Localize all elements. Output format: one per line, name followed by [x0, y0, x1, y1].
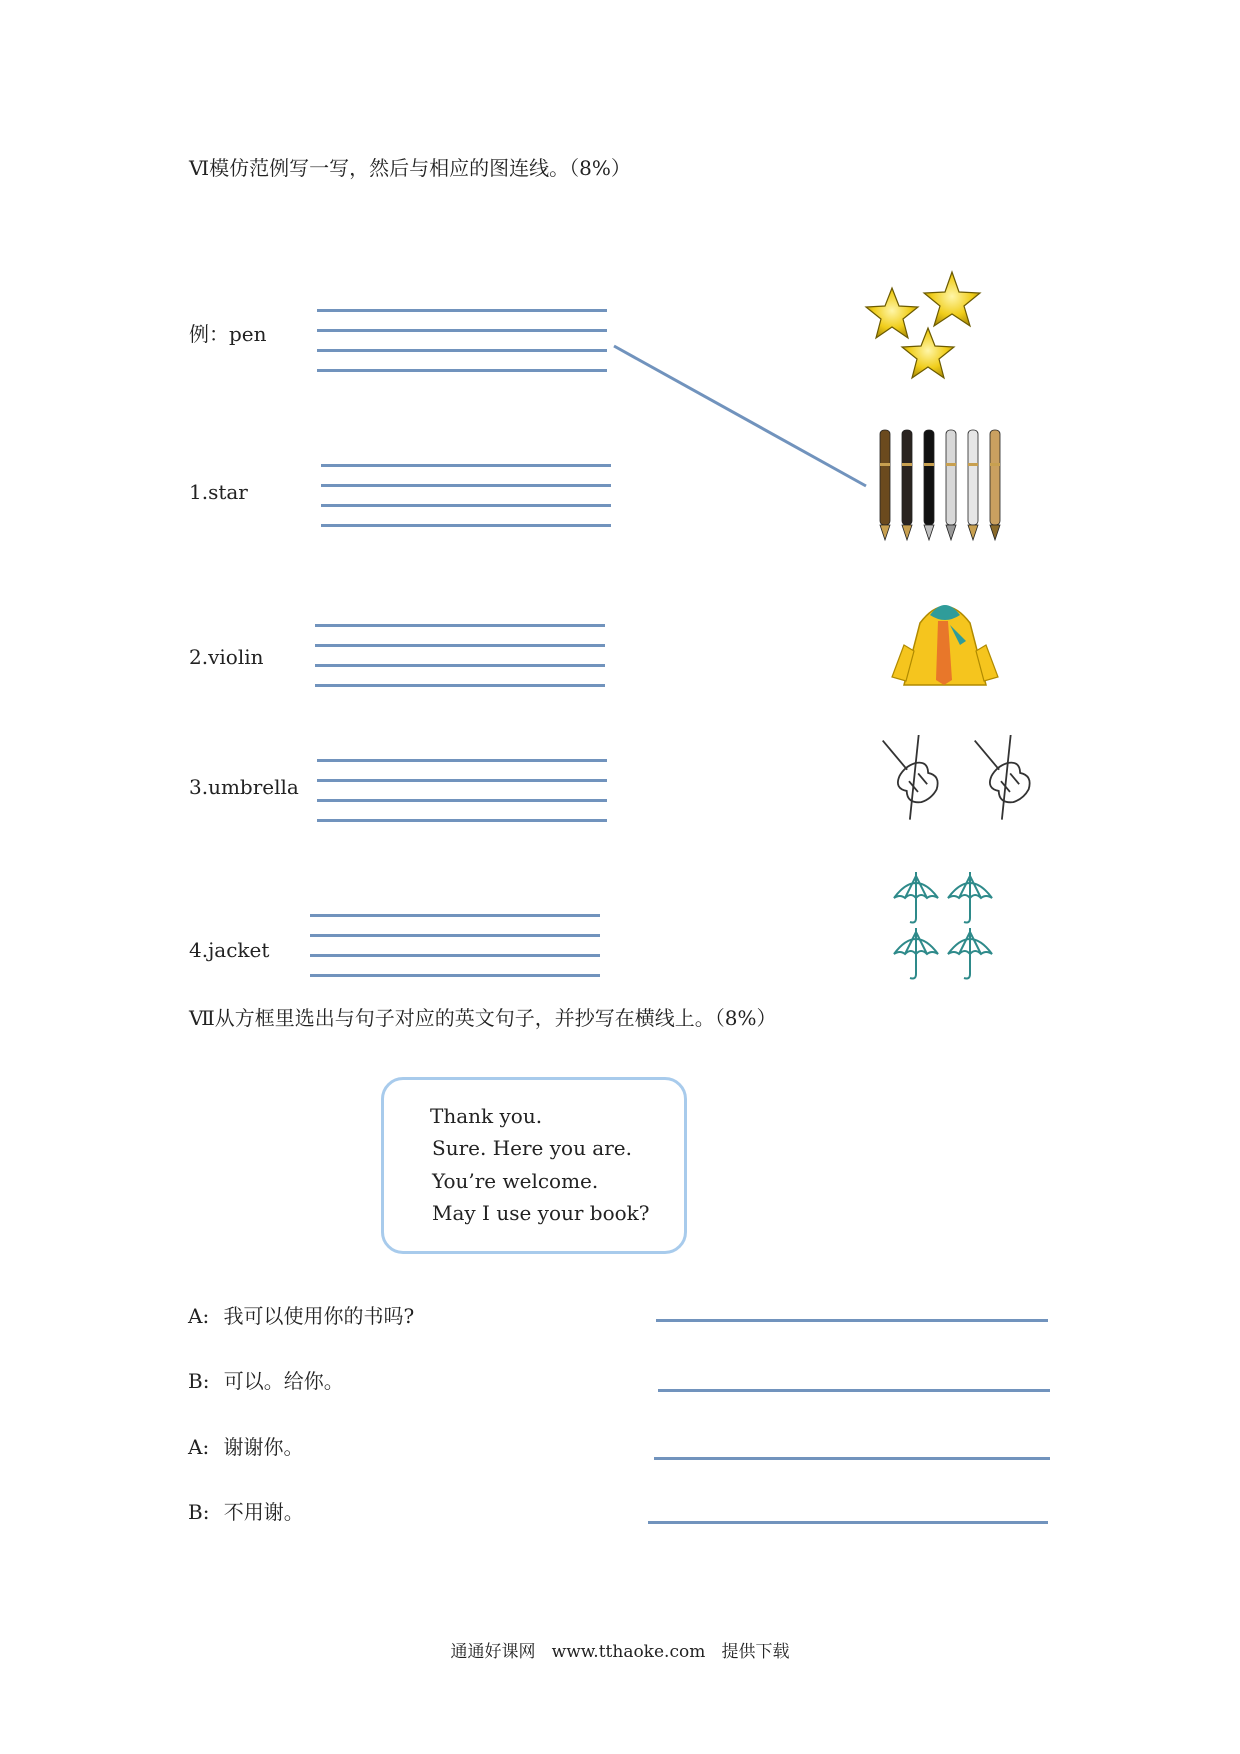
- word-box-item: Thank you.: [430, 1104, 543, 1128]
- item-4-writing-lines[interactable]: [310, 914, 600, 986]
- speaker-label: B:: [188, 1369, 210, 1393]
- speaker-label: A:: [188, 1435, 210, 1459]
- item-3-label: 3.umbrella: [189, 775, 299, 799]
- item-2-writing-lines[interactable]: [315, 624, 605, 696]
- footer-credit: 通通好课网 www.tthaoke.com 提供下载: [450, 1642, 790, 1662]
- jacket-icon[interactable]: [890, 585, 1000, 695]
- dialogue-text: 谢谢你。: [223, 1435, 304, 1459]
- answer-line-4[interactable]: [648, 1521, 1048, 1524]
- example-writing-lines[interactable]: [317, 309, 607, 381]
- answer-line-3[interactable]: [654, 1457, 1050, 1460]
- item-4-label: 4.jacket: [189, 938, 270, 962]
- dialogue-text: 不用谢。: [223, 1500, 304, 1524]
- dialogue-row-2: [188, 1365, 344, 1394]
- stars-icon[interactable]: [860, 268, 990, 393]
- example-connector-line: [600, 340, 880, 500]
- section-6-title: Ⅵ模仿范例写一写，然后与相应的图连线。（8%）: [189, 156, 631, 180]
- dialogue-row-3: [188, 1431, 304, 1460]
- umbrellas-icon[interactable]: [890, 868, 1000, 988]
- word-box: [381, 1077, 687, 1254]
- item-1-writing-lines[interactable]: [321, 464, 611, 536]
- pens-icon[interactable]: [872, 418, 1012, 553]
- speaker-label: B:: [188, 1500, 210, 1524]
- dialogue-text: 我可以使用你的书吗?: [223, 1304, 415, 1328]
- dialogue-text: 可以。给你。: [223, 1369, 344, 1393]
- violins-icon[interactable]: [880, 735, 1055, 825]
- dialogue-row-4: [188, 1496, 304, 1525]
- answer-line-1[interactable]: [656, 1319, 1048, 1322]
- word-box-item: May I use your book?: [432, 1201, 650, 1225]
- word-box-item: Sure. Here you are.: [432, 1136, 632, 1160]
- answer-line-2[interactable]: [658, 1389, 1050, 1392]
- dialogue-row-1: [188, 1300, 414, 1329]
- item-2-label: 2.violin: [189, 645, 264, 669]
- item-1-label: 1.star: [189, 480, 248, 504]
- item-3-writing-lines[interactable]: [317, 759, 607, 831]
- example-label: 例：pen: [189, 322, 267, 346]
- speaker-label: A:: [188, 1304, 210, 1328]
- section-7-title: Ⅶ从方框里选出与句子对应的英文句子，并抄写在横线上。（8%）: [189, 1006, 777, 1030]
- word-box-item: You’re welcome.: [432, 1169, 599, 1193]
